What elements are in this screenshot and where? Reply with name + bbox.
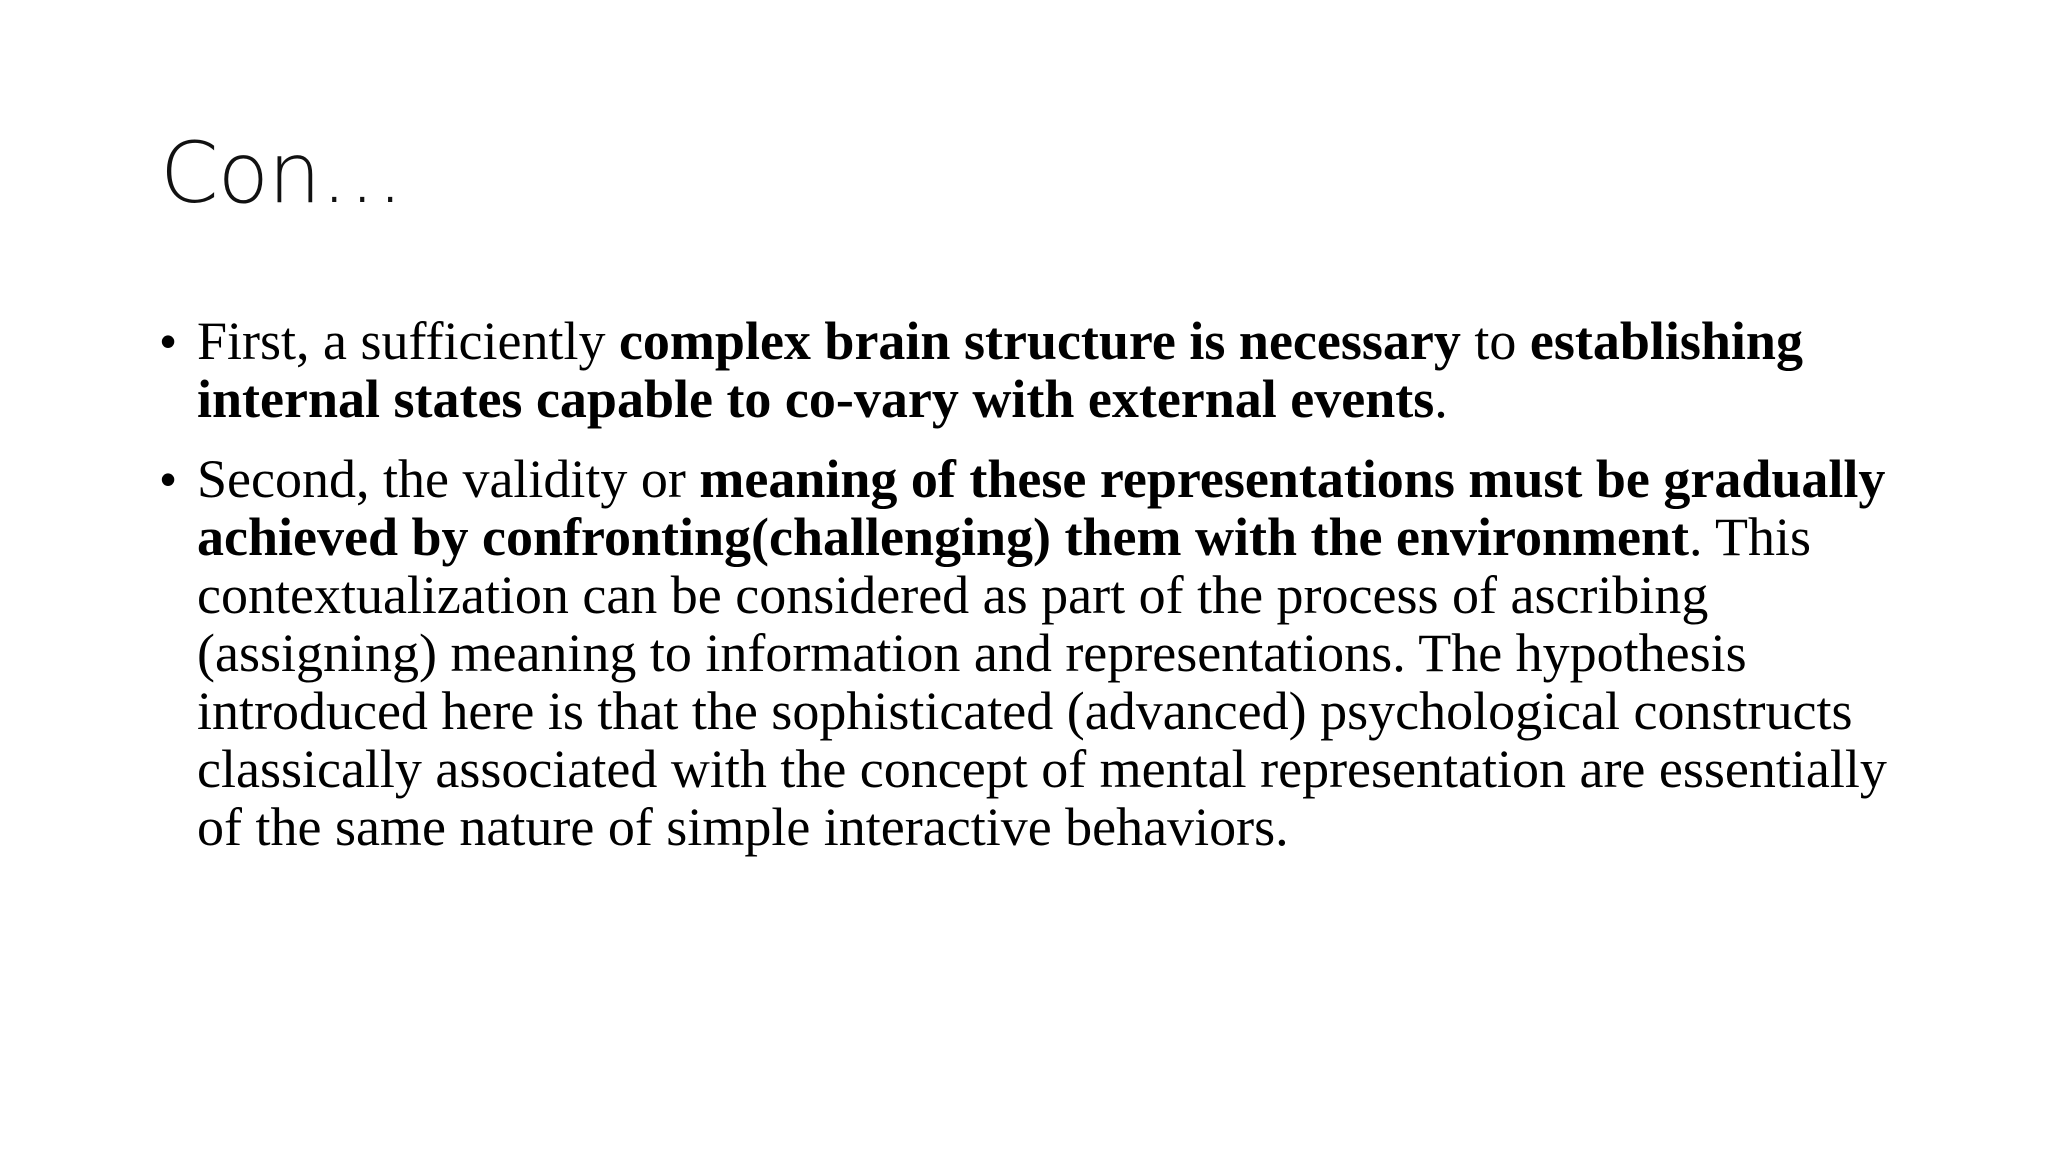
text-segment-bold: establishing internal states capable to co-vary with external events [197,311,1803,429]
text-segment: to [1460,311,1530,371]
slide-title: Con… [160,124,404,222]
text-segment-bold: complex brain structure is necessary [618,311,1461,371]
text-segment: . [1434,369,1448,429]
text-segment-bold: meaning of these representations must be gradually achieved by confronting(challenging) them with the environment [197,449,1886,567]
bullet-dot-icon: • [160,453,177,505]
text-segment: Second, the validity or [197,449,700,509]
bullet-dot-icon: • [160,315,177,367]
bullet-list [160,312,1900,878]
bullet-text [197,449,1887,857]
text-segment: First, a sufficiently [197,311,619,371]
text-segment: . This contextualization can be considered as part of the process of ascribing (assigning) meaning to information and representations. The hypothesis introduced here is that the sophisticated (advanced) psychological constructs classically associated with the concept of mental representation are essentially of the same nature of simple interactive behaviors. [197,507,1887,857]
bullet-item [160,312,1900,428]
bullet-item [160,450,1900,856]
bullet-text [197,311,1803,429]
